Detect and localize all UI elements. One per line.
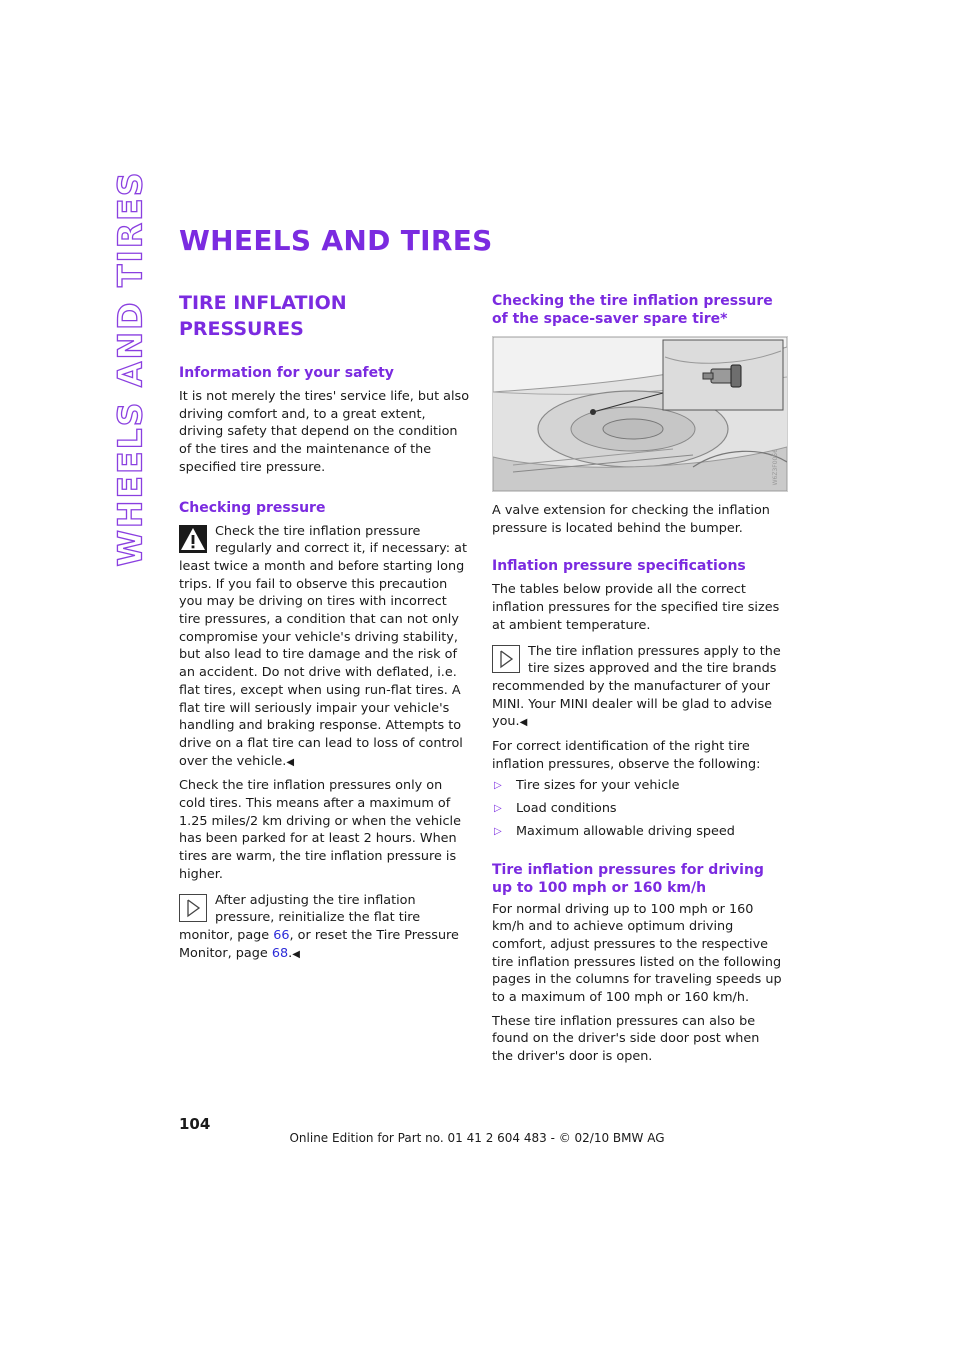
speed-text: For normal driving up to 100 mph or 160 km/h and to achieve optimum driving comfort, adjust pressures to the respective tire inflation pressures listed on the following pages in the columns for traveling speeds up to a maximum of 100 mph or 160 km/h. [492,901,782,1006]
checking-heading: Checking pressure [179,499,326,516]
specs-heading: Inflation pressure specifications [492,558,746,575]
page-link-68[interactable]: 68 [271,945,289,961]
note-block [179,892,471,964]
end-mark-icon: ◀ [286,756,295,768]
triangle-bullet-icon: ▷ [494,825,502,837]
page-number: 104 [179,1115,211,1133]
spare-tire-figure [492,336,788,492]
note-text-1: After adjusting the tire inflation pressure, reinitialize the flat tire monitor, page [179,892,421,943]
end-mark-icon: ◀ [519,717,528,729]
note-text-3: . [288,945,293,961]
specs-text: The tables below provide all the correct inflation pressures for the specified tire sizes at ambient temperature. [492,582,780,633]
footer: Online Edition for Part no. 01 41 2 604 483 - © 02/10 BMW AG [289,1131,665,1145]
spare-tire-illustration [493,337,787,491]
identify-text: For correct identification of the right tire inflation pressures, observe the following: [492,739,761,772]
spare-heading: Checking the tire inflation pressure of the space-saver spare tire* [492,293,773,327]
list-item: ▷ Load conditions [494,801,617,817]
warning-triangle-icon [179,525,207,553]
cold-text: Check the tire inflation pressures only on cold tires. This means after a maximum of 1.25 miles/2 km driving or when the vehicle has been parked for at least 2 hours. When tires are warm, the tire inflation pressure is higher. [179,778,461,882]
end-mark-icon: ◀ [292,948,300,960]
figure-code: W6Z3F0056 [772,448,780,485]
note-text-2: , or reset the Tire Pressure Monitor, page [179,927,459,961]
triangle-bullet-icon: ▷ [494,780,502,792]
triangle-bullet-icon: ▷ [494,803,502,815]
page-link-66[interactable]: 66 [273,927,290,943]
side-tab [108,170,152,566]
note-arrow-icon [179,894,207,922]
safety-heading: Information for your safety [179,365,394,381]
safety-text: It is not merely the tires' service life, but also driving comfort and, to a great extent, driving safety that depend on the condition of the tires and the maintenance of the specified tire pressure. [179,389,470,475]
list-item: ▷ Maximum allowable driving speed [494,823,735,839]
page-title: WHEELS AND TIRES [179,224,493,257]
warning-block [179,523,471,772]
condition-list [492,777,784,840]
side-tab-label: WHEELS AND TIRES [110,170,150,566]
left-column [179,290,471,967]
note-block-right [492,643,784,733]
figure-caption: A valve extension for checking the inflation pressure is located behind the bumper. [492,503,770,536]
section-title: TIRE INFLATION PRESSURES [179,292,347,340]
door-text: These tire inflation pressures can also be found on the driver's side door post when the driver's door is open. [492,1013,760,1065]
warning-text: Check the tire inflation pressure regularly and correct it, if necessary: at least twice a month and before starting long trips. If you fail to observe this precaution you may be driving on tires with incorrect tire pressures, a condition that can not only compromise your vehicle's driving stability, but also lead to tire damage and the risk of an accident. Do not drive with deflated, i.e. flat tires, except when using run-flat tires. A flat tire will seriously impair your vehicle's handling and braking response. Attempts to drive on a flat tire can lead to loss of control over the vehicle. [179,523,468,769]
note-arrow-icon [492,645,520,673]
speed-heading: Tire inflation pressures for driving up to 100 mph or 160 km/h [492,861,764,896]
right-column [492,292,784,1070]
list-item: ▷ Tire sizes for your vehicle [494,778,680,794]
note-text: The tire inflation pressures apply to the tire sizes approved and the tire brands recommended by the manufacturer of your MINI. Your MINI dealer will be glad to advise you. [492,643,781,730]
